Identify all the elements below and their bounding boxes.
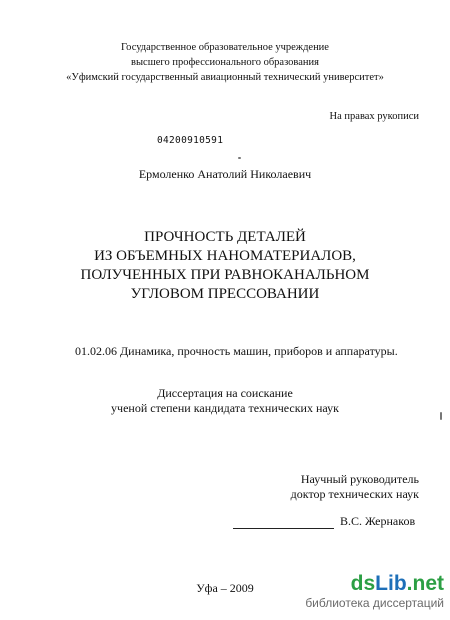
dslib-tagline: библиотека диссертаций	[305, 596, 444, 610]
specialty-code: 01.02.06 Динамика, прочность машин, приборов и аппаратуры.	[75, 344, 398, 358]
supervisor-name: В.С. Жернаков	[340, 514, 416, 528]
signature-line	[233, 528, 334, 529]
institution-line-2: высшего профессионального образования	[131, 57, 319, 68]
title-line-4: УГЛОВОМ ПРЕССОВАНИИ	[130, 286, 320, 302]
supervisor-degree: доктор технических наук	[290, 487, 419, 501]
place-year: Уфа – 2009	[196, 581, 254, 595]
scan-speck	[440, 412, 442, 420]
degree-line-2: ученой степени кандидата технических наук	[111, 401, 339, 415]
title-line-2: ИЗ ОБЪЕМНЫХ НАНОМАТЕРИАЛОВ,	[94, 248, 356, 264]
scan-speck	[238, 157, 241, 159]
serial-number-stamp: 04200910591	[157, 135, 224, 146]
title-line-3: ПОЛУЧЕННЫХ ПРИ РАВНОКАНАЛЬНОМ	[80, 267, 370, 283]
degree-line-1: Диссертация на соискание	[157, 386, 293, 400]
supervisor-role: Научный руководитель	[300, 472, 419, 486]
dslib-watermark	[305, 573, 444, 610]
institution-line-1: Государственное образовательное учреждение	[121, 42, 329, 53]
author-name: Ермоленко Анатолий Николаевич	[138, 167, 312, 181]
dslib-logo: dsLib.net	[350, 572, 444, 595]
title-line-1: ПРОЧНОСТЬ ДЕТАЛЕЙ	[144, 229, 306, 245]
manuscript-rights-label: На правах рукописи	[329, 111, 419, 122]
institution-line-3: «Уфимский государственный авиационный технический университет»	[66, 72, 384, 83]
